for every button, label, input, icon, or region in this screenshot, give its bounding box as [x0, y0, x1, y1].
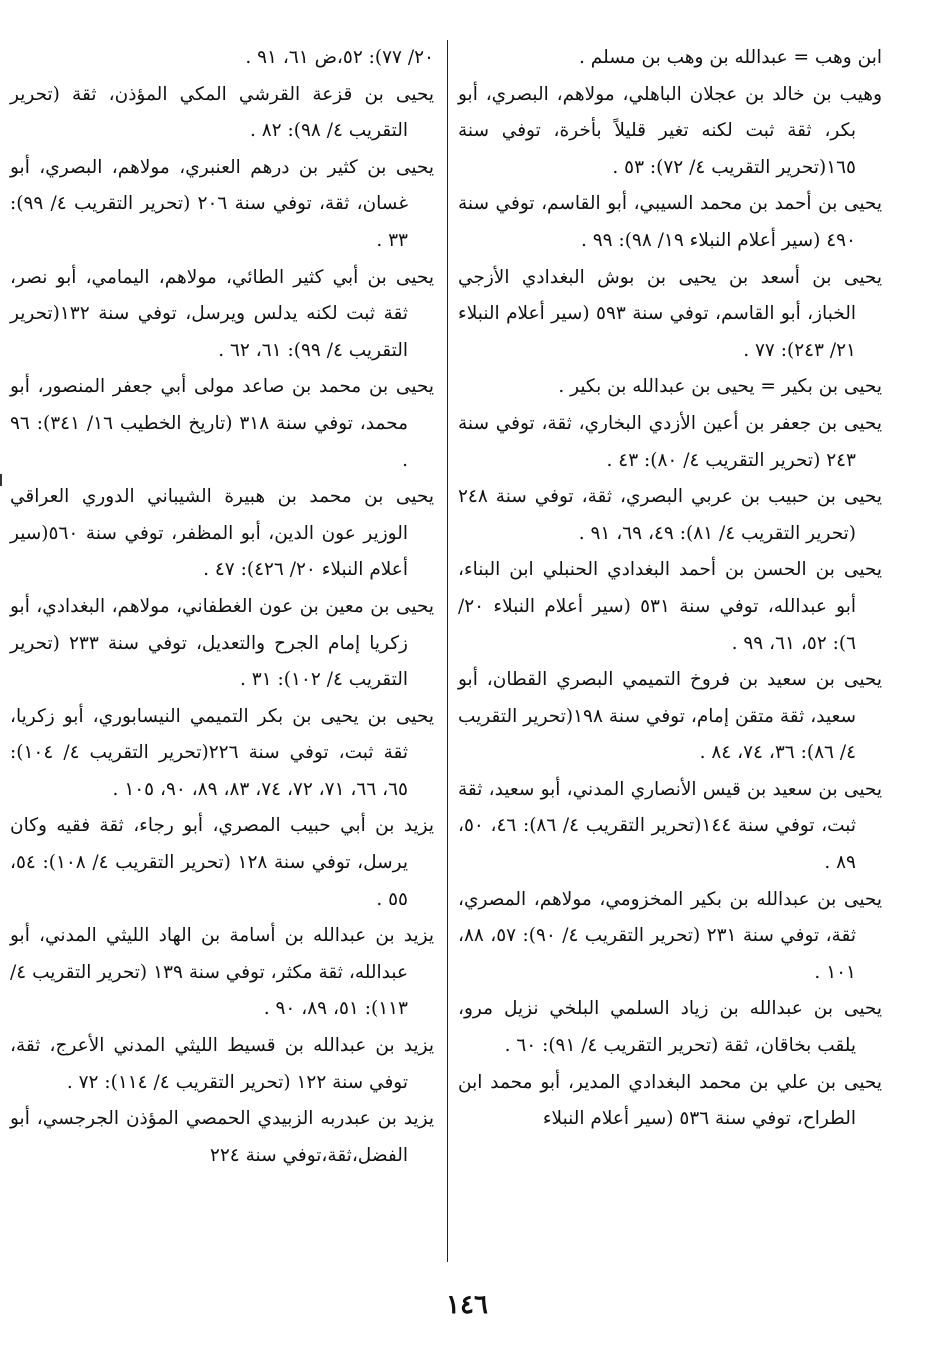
- column-divider: [447, 40, 448, 1262]
- index-entry: يحيى بن أسعد بن يحيى بن بوش البغدادي الأزجي الخباز، أبو القاسم، توفي سنة ٥٩٣ (سير أعلام النبلاء ٢١/ ٢٤٣): ٧٧ .: [458, 266, 882, 361]
- index-entry: يحيى بن يحيى بن بكر التميمي النيسابوري، أبو زكريا، ثقة ثبت، توفي سنة ٢٢٦(تحرير التقريب ٤/ ١٠٤): ٦٥، ٦٦، ٧١، ٧٢، ٧٤، ٨٣، ٨٩، ٩٠، ١٠٥ .: [10, 705, 434, 800]
- index-column-left: [10, 40, 434, 1174]
- scan-edge-mark: [0, 474, 2, 486]
- index-entry: ٢٠/ ٧٧): ٥٢،ض ٦١، ٩١ .: [245, 47, 434, 68]
- index-column-right: [458, 40, 882, 1138]
- index-entry: يحيى بن حبيب بن عربي البصري، ثقة، توفي سنة ٢٤٨ (تحرير التقريب ٤/ ٨١): ٤٩، ٦٩، ٩١ .: [458, 486, 882, 544]
- index-entry: يحيى بن جعفر بن أعين الأزدي البخاري، ثقة، توفي سنة ٢٤٣ (تحرير التقريب ٤/ ٨٠): ٤٣ .: [458, 412, 882, 471]
- index-entry: يزيد بن عبدالله بن قسيط الليثي المدني الأعرج، ثقة، توفي سنة ١٢٢ (تحرير التقريب ٤/ ١١٤): ٧٢ .: [10, 1035, 434, 1093]
- index-entry: يزيد بن عبدربه الزبيدي الحمصي المؤذن الجرجسي، أبو الفضل،ثقة،توفي سنة ٢٢٤: [10, 1108, 434, 1166]
- index-entry: يحيى بن أحمد بن محمد السيبي، أبو القاسم، توفي سنة ٤٩٠ (سير أعلام النبلاء ١٩/ ٩٨): ٩٩ .: [458, 193, 882, 251]
- index-entry: يحيى بن محمد بن صاعد مولى أبي جعفر المنصور، أبو محمد، توفي سنة ٣١٨ (تاريخ الخطيب ١٦/ ٣٤١): ٩٦ .: [10, 376, 434, 471]
- index-entry: يحيى بن أبي كثير الطائي، مولاهم، اليمامي، أبو نصر، ثقة ثبت لكنه يدلس ويرسل، توفي سنة ١٣٢(تحرير التقريب ٤/ ٩٩): ٦١، ٦٢ .: [10, 266, 434, 361]
- index-entry: يحيى بن الحسن بن أحمد البغدادي الحنبلي ابن البناء، أبو عبدالله، توفي سنة ٥٣١ (سير أعلام النبلاء ٢٠/ ٦): ٥٢، ٦١، ٩٩ .: [458, 559, 882, 654]
- index-entry: يحيى بن معين بن عون الغطفاني، مولاهم، البغدادي، أبو زكريا إمام الجرح والتعديل، توفي سنة ٢٣٣ (تحرير التقريب ٤/ ١٠٢): ٣١ .: [10, 595, 434, 691]
- index-entry: يحيى بن سعيد بن فروخ التميمي البصري القطان، أبو سعيد، ثقة متقن إمام، توفي سنة ١٩٨(تحرير التقريب ٤/ ٨٦): ٣٦، ٧٤، ٨٤ .: [458, 669, 882, 764]
- page-number: ١٤٦: [446, 1290, 488, 1320]
- index-entry: يحيى بن كثير بن درهم العنبري، مولاهم، البصري، أبو غسان، ثقة، توفي سنة ٢٠٦ (تحرير التقريب ٤/ ٩٩): ٣٣ .: [10, 156, 434, 251]
- index-entry: ابن وهب = عبدالله بن وهب بن مسلم .: [579, 47, 882, 68]
- index-entry: يزيد بن أبي حبيب المصري، أبو رجاء، ثقة فقيه وكان يرسل، توفي سنة ١٢٨ (تحرير التقريب ٤/ ١٠٨): ٥٤، ٥٥ .: [10, 815, 434, 910]
- index-entry: يزيد بن عبدالله بن أسامة بن الهاد الليثي المدني، أبو عبدالله، ثقة مكثر، توفي سنة ١٣٩ (تحرير التقريب ٤/ ١١٣): ٥١، ٨٩، ٩٠ .: [10, 925, 434, 1020]
- index-entry: يحيى بن عبدالله بن بكير المخزومي، مولاهم، المصري، ثقة، توفي سنة ٢٣١ (تحرير التقريب ٤/ ٩٠): ٥٧، ٨٨، ١٠١ .: [458, 888, 882, 983]
- index-entry: يحيى بن قزعة القرشي المكي المؤذن، ثقة (تحرير التقريب ٤/ ٩٨): ٨٢ .: [10, 83, 434, 142]
- index-entry: يحيى بن عبدالله بن زياد السلمي البلخي نزيل مرو، يلقب بخاقان، ثقة (تحرير التقريب ٤/ ٩١): ٦٠ .: [458, 998, 882, 1057]
- index-entry: يحيى بن سعيد بن قيس الأنصاري المدني، أبو سعيد، ثقة ثبت، توفي سنة ١٤٤(تحرير التقريب ٤/ ٨٦): ٤٦، ٥٠، ٨٩ .: [458, 778, 882, 874]
- index-entry: يحيى بن علي بن محمد البغدادي المدير، أبو محمد ابن الطراح، توفي سنة ٥٣٦ (سير أعلام النبلاء: [458, 1071, 882, 1130]
- index-entry: وهيب بن خالد بن عجلان الباهلي، مولاهم، البصري، أبو بكر، ثقة ثبت لكنه تغير قليلاً بأخرة، توفي سنة ١٦٥(تحرير التقريب ٤/ ٧٢): ٥٣ .: [458, 83, 882, 178]
- index-entry: يحيى بن محمد بن هبيرة الشيباني الدوري العراقي الوزير عون الدين، أبو المظفر، توفي سنة ٥٦٠(سير أعلام النبلاء ٢٠/ ٤٢٦): ٤٧ .: [10, 486, 434, 581]
- index-entry: يحيى بن بكير = يحيى بن عبدالله بن بكير .: [558, 376, 882, 398]
